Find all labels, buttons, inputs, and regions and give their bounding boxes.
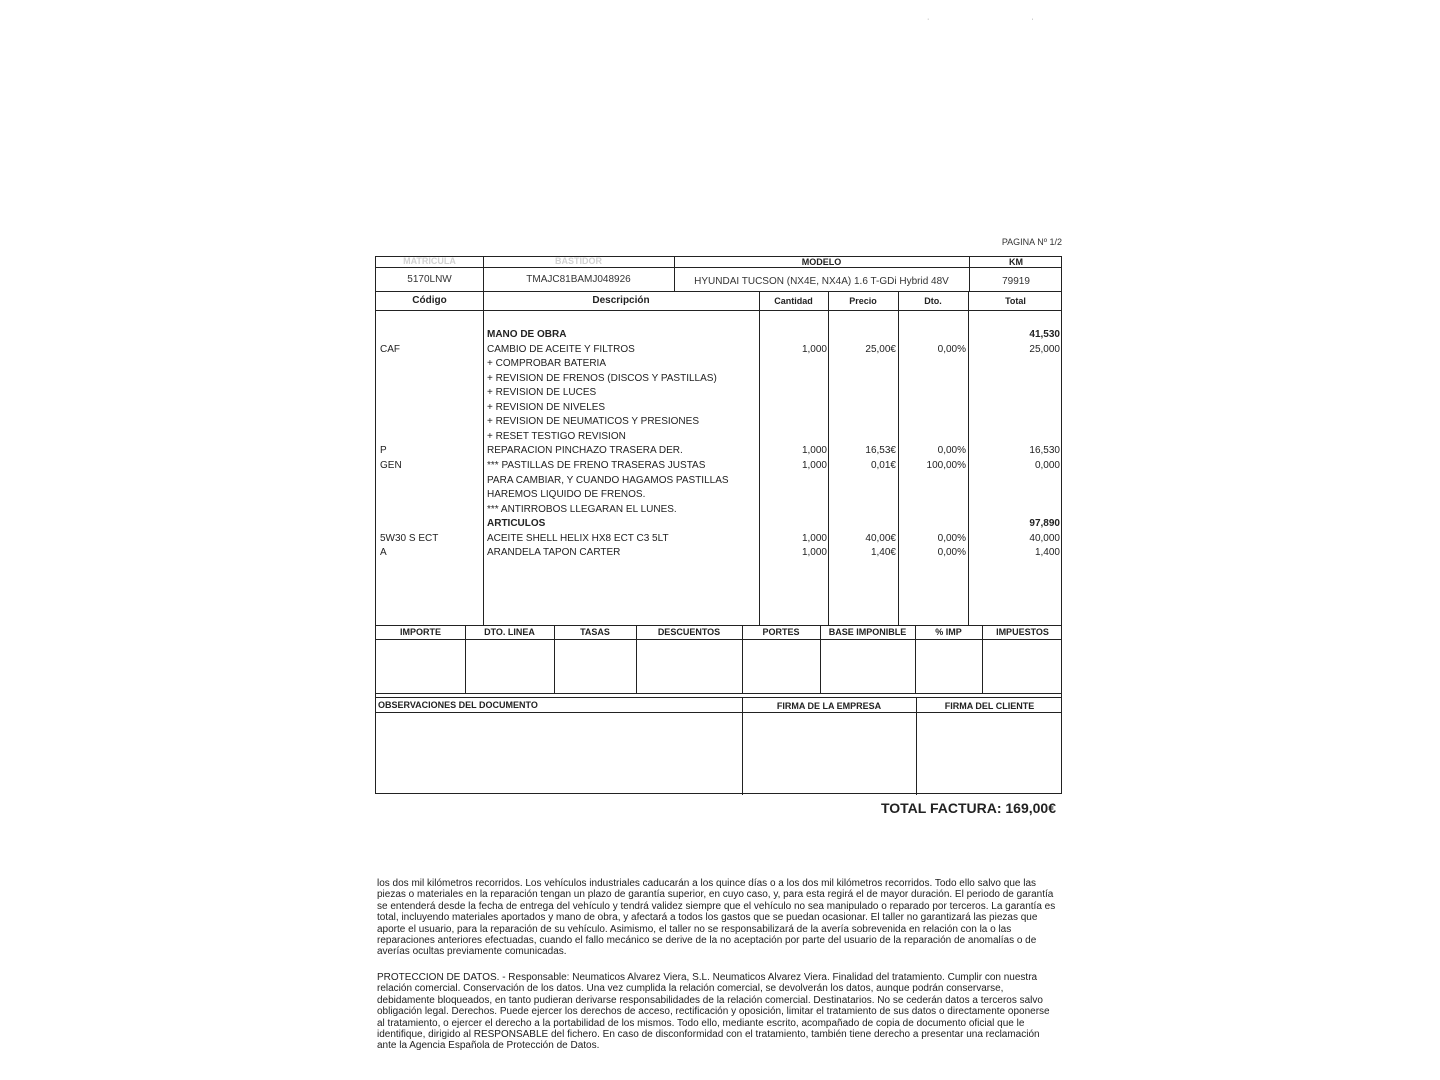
- codigo-header: Código: [412, 295, 447, 306]
- line-code: CAF: [380, 344, 400, 355]
- legal-line: relación comercial. Conservación de los datos. Una vez cumplida la relación comercial, se devolverán los datos, aunque podrán conservarse,: [377, 983, 1004, 995]
- line-item: [376, 329, 1063, 343]
- line-desc: ARTICULOS: [487, 518, 546, 529]
- legal-line: los dos mil kilómetros recorridos. Los vehículos industriales caducarán a los quince días o a los dos mil kilómetros recorridos. Todo ello salvo que las: [377, 878, 1037, 889]
- line-desc: + RESET TESTIGO REVISION: [487, 431, 626, 442]
- line-desc: MANO DE OBRA: [487, 329, 567, 340]
- line-price: 40,00€: [865, 533, 896, 544]
- legal-line: total, incluyendo materiales aportados y mano de obra, y afectará a todos los gastos que se puedan ocasionar. El taller no garantizará las piezas que: [377, 912, 1038, 924]
- legal-line: reparaciones anteriores efectuadas, cuando el fallo mecánico se derive de la no aceptación por parte del usuario de la reparación de anomalías o de: [377, 935, 1037, 947]
- line-desc: + REVISION DE FRENOS (DISCOS Y PASTILLAS): [487, 373, 717, 384]
- firma-empresa-header: FIRMA DE LA EMPRESA: [776, 701, 882, 711]
- scan-specks: · ·: [927, 16, 1084, 23]
- line-item: [376, 431, 1063, 445]
- line-item: [376, 533, 1063, 547]
- page-number: PAGINA Nº 1/2: [1001, 237, 1062, 247]
- legal-line: obligación legal. Derechos. Puede ejercer los derechos de acceso, rectificación y oposición, limitar el tratamiento de sus datos o directamente oponerse: [377, 1006, 1050, 1018]
- precio-header: Precio: [849, 296, 877, 306]
- line-item: [376, 416, 1063, 430]
- line-item: [376, 402, 1063, 416]
- line-qty: 1,000: [801, 547, 827, 558]
- line-item: [376, 344, 1063, 358]
- line-qty: 1,000: [801, 445, 827, 456]
- line-qty: 1,000: [801, 533, 827, 544]
- observaciones-header: OBSERVACIONES DEL DOCUMENTO: [378, 700, 538, 710]
- line-item: [376, 358, 1063, 372]
- line-desc: *** PASTILLAS DE FRENO TRASERAS JUSTAS: [487, 460, 706, 471]
- km-value: 79919: [1002, 276, 1030, 287]
- bastidor-value: TMAJC81BAMJ048926: [526, 274, 631, 285]
- importe-header: IMPORTE: [399, 627, 441, 637]
- line-desc: REPARACION PINCHAZO TRASERA DER.: [487, 445, 683, 456]
- line-item: [376, 547, 1063, 561]
- modelo-value: HYUNDAI TUCSON (NX4E, NX4A) 1.6 T-GDi Hybrid 48V: [694, 276, 949, 287]
- line-desc: *** ANTIRROBOS LLEGARAN EL LUNES.: [487, 504, 677, 515]
- line-total: 0,000: [1034, 460, 1060, 471]
- line-qty: 1,000: [801, 460, 827, 471]
- line-code: A: [380, 547, 387, 558]
- impuestos-header: IMPUESTOS: [996, 627, 1049, 637]
- portes-header: PORTES: [762, 627, 800, 637]
- line-item: [376, 373, 1063, 387]
- line-desc: + REVISION DE NEUMATICOS Y PRESIONES: [487, 416, 699, 427]
- firma-cliente-header: FIRMA DEL CLIENTE: [944, 701, 1035, 711]
- base-imponible-header: BASE IMPONIBLE: [828, 627, 907, 637]
- matricula-value: 5170LNW: [407, 274, 452, 285]
- invoice-table: [375, 256, 1062, 794]
- line-total: 16,530: [1029, 445, 1060, 456]
- line-qty: 1,000: [801, 344, 827, 355]
- legal-line: ante la Agencia Española de Protección de Datos.: [377, 1040, 600, 1052]
- warranty-terms: [377, 878, 1067, 958]
- matricula-header: MATRICULA: [403, 256, 456, 266]
- line-dto: 0,00%: [937, 533, 966, 544]
- line-item: [376, 518, 1063, 532]
- dto-header: Dto.: [924, 296, 942, 306]
- line-desc: + COMPROBAR BATERIA: [487, 358, 607, 369]
- line-code: GEN: [380, 460, 402, 471]
- line-dto: 100,00%: [926, 460, 966, 471]
- line-price: 0,01€: [870, 460, 896, 471]
- line-total: 1,400: [1034, 547, 1060, 558]
- line-total: 41,530: [1029, 329, 1060, 340]
- legal-line: averías ocultas previamente comunicadas.: [377, 946, 567, 958]
- km-header: KM: [1009, 257, 1023, 267]
- invoice-total: TOTAL FACTURA: 169,00€: [880, 800, 1056, 816]
- line-desc: + REVISION DE NIVELES: [487, 402, 606, 413]
- descuentos-header: DESCUENTOS: [657, 627, 721, 637]
- line-dto: 0,00%: [937, 445, 966, 456]
- line-item: [376, 475, 1063, 489]
- line-desc: ARANDELA TAPON CARTER: [487, 547, 621, 558]
- line-desc: + REVISION DE LUCES: [487, 387, 597, 398]
- tasas-header: TASAS: [580, 627, 610, 637]
- legal-line: PROTECCION DE DATOS. - Responsable: Neumaticos Alvarez Viera, S.L. Neumaticos Alvarez Viera. Finalidad del tratamiento. Cumplir con nuestra: [377, 972, 1038, 983]
- line-total: 97,890: [1029, 518, 1060, 529]
- data-protection-terms: [377, 972, 1067, 1052]
- line-price: 1,40€: [870, 547, 896, 558]
- line-desc: ACEITE SHELL HELIX HX8 ECT C3 5LT: [487, 533, 669, 544]
- dto-linea-header: DTO. LINEA: [484, 627, 535, 637]
- legal-line: aporte el usuario, para la reparación de su vehículo. Asimismo, el taller no se responsabilizará de la avería sobrevenida en relación con la o las: [377, 923, 1012, 935]
- legal-line: piezas o materiales en la reparación tengan un plazo de garantía superior, en cuyo caso, y, para esta regirá el de mayor duración. El periodo de garantía: [377, 889, 1054, 901]
- legal-line: se entenderá desde la fecha de entrega del vehículo y tendrá validez siempre que el vehículo no sea manipulado o reparado por terceros. La garantía es: [377, 900, 1056, 912]
- descripcion-header: Descripción: [592, 295, 650, 306]
- bastidor-header: BASTIDOR: [555, 256, 602, 266]
- line-item: [376, 460, 1063, 474]
- cantidad-header: Cantidad: [774, 296, 813, 306]
- modelo-header: MODELO: [801, 257, 842, 267]
- line-item: [376, 504, 1063, 518]
- line-code: 5W30 S ECT: [380, 533, 439, 544]
- legal-line: debidamente bloqueados, en tanto pudieran derivarse responsabilidades de la relación comercial. Destinatarios. No se cederán datos a terceros salvo: [377, 994, 1043, 1006]
- line-item: [376, 387, 1063, 401]
- legal-line: identifique, dirigido al RESPONSABLE del fichero. En caso de disconformidad con el tratamiento, también tiene derecho a presentar una reclamación: [377, 1029, 1040, 1041]
- pct-imp-header: % IMP: [935, 627, 962, 637]
- line-price: 16,53€: [865, 445, 896, 456]
- line-desc: PARA CAMBIAR, Y CUANDO HAGAMOS PASTILLAS: [487, 475, 729, 486]
- line-code: P: [380, 445, 387, 456]
- line-item: [376, 489, 1063, 503]
- total-header: Total: [1005, 296, 1026, 306]
- line-item: [376, 445, 1063, 459]
- line-price: 25,00€: [865, 344, 896, 355]
- legal-line: al tratamiento, o ejercer el derecho a la portabilidad de los mismos. Todo ello, mediante escrito, acompañado de copia de documento oficial que le: [377, 1017, 1025, 1029]
- line-desc: HAREMOS LIQUIDO DE FRENOS.: [487, 489, 646, 500]
- line-total: 40,000: [1029, 533, 1060, 544]
- line-total: 25,000: [1029, 344, 1060, 355]
- line-desc: CAMBIO DE ACEITE Y FILTROS: [487, 344, 635, 355]
- line-dto: 0,00%: [937, 547, 966, 558]
- line-dto: 0,00%: [937, 344, 966, 355]
